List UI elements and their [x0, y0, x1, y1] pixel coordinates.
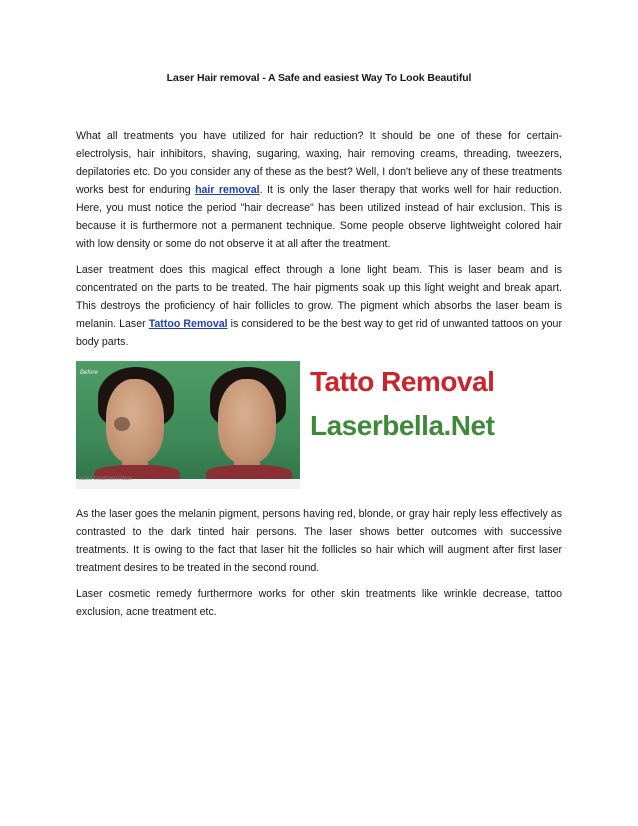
- face-shape: [218, 379, 276, 463]
- paragraph-2-text-a: Laser treatment does this magical effect through a lone light beam. This is laser beam and is concentrated on the parts to be treated. The hair pigments soak up this light weight and break apart. This destroys the proficiency of hair follicles to grow. The pigment which absorbs the laser beam is melanin. Laser: [76, 264, 562, 330]
- banner-site: Laserbella.Net: [310, 410, 495, 441]
- paragraph-2-text-b: is considered to be the best way to get rid of unwanted tattoos on your body parts.: [76, 318, 562, 348]
- skin-mark: [114, 417, 130, 431]
- document-body: [76, 127, 562, 629]
- photo-caption: laser treatment face: [79, 476, 133, 482]
- paragraph-4: Laser cosmetic remedy furthermore works for other skin treatments like wrinkle decrease, tattoo exclusion, acne treatment etc.: [76, 588, 562, 618]
- paragraph-3: As the laser goes the melanin pigment, persons having red, blonde, or gray hair reply less effectively as contrasted to the dark tinted hair persons. The laser shows better outcomes with successive treatments. It is owing to the fact that laser hit the follicles so hair which will augment after first laser treatment desires to be treated in the second round.: [76, 508, 562, 574]
- after-photo: [188, 361, 300, 479]
- hair-removal-link[interactable]: hair removal: [195, 184, 260, 196]
- paragraph-1-text-a: What all treatments you have utilized for hair reduction? It should be one of these for certain-electrolysis, hair inhibitors, shaving, sugaring, waxing, hair removing creams, threading, tweezers, depilatories etc. Do you consider any of these as the best? Well, I don't believe any of these treatments works best for enduring: [76, 130, 562, 196]
- before-after-photo: [76, 361, 300, 489]
- banner-title: Tatto Removal: [310, 366, 495, 397]
- photo-caption-bar: [76, 476, 300, 489]
- paragraph-1-text-b: . It is only the laser therapy that works well for hair reduction. Here, you must notice the period "hair decrease" has been utilized instead of hair exclusion. This is because it is furthermore not a permanent technique. Some people observe lightweight colored hair with low density or some do not observe it at all after the treatment.: [76, 184, 562, 250]
- paragraph-2: [76, 261, 562, 351]
- paragraph-1: [76, 127, 562, 253]
- promo-banner: [306, 361, 542, 489]
- before-label: Before: [80, 370, 98, 376]
- tattoo-removal-link[interactable]: Tattoo Removal: [148, 318, 228, 330]
- tattoo-removal-figure: [76, 361, 542, 489]
- before-photo: [76, 361, 188, 479]
- page-title: Laser Hair removal - A Safe and easiest Way To Look Beautiful: [166, 72, 472, 84]
